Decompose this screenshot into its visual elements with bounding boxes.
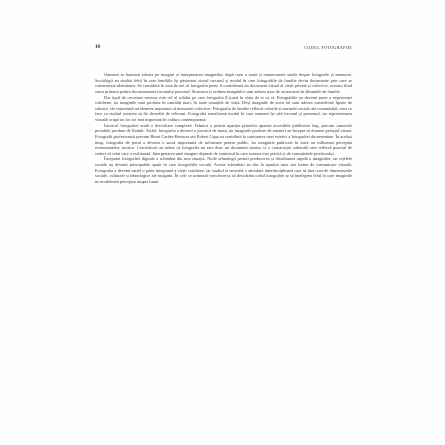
running-title: CODUL FOTOGRAFIEI: [304, 45, 352, 50]
body-text: [95, 72, 352, 388]
paragraph-4: Începutul fotografiei digitale a schimbat din nou situația. Noile tehnologii permit producerea și distribuirea rapidă a imaginilor, iar rețelele sociale au devenit principalele spații în care fotografiile circulă. Aceste schimbări au dus la apariția unor noi forme de comunicare vizuală. Fotografia a devenit astfel o parte integrantă a vieții cotidiene, iar studiul ei necesită o abordare interdisciplinară care să țină cont de dimensiunile sociale, culturale și tehnologice ale imaginii. În cele ce urmează vom încerca să descifrăm codul fotografiei și să înțelegem felul în care imaginile ne modelează percepția asupra lumii.: [95, 156, 352, 184]
page-number: 10: [95, 45, 100, 50]
paragraph-1: Oamenii se bazează adesea pe imagini și interpretarea imaginilor, după cum o arată și numeroasele studii despre fotografie și memorie. Sociologii au studiat felul în care familiile își păstrează vizual trecutul și modul în care fotografiile de familie devin documente prin care se construiește identitatea. Se consideră în ziua de azi că fotografia poate fi considerată un document vizual al vieții private și colective, aceasta fiind sursa primară pentru documentarea trecutului personal. Structura și ordinea imaginilor sunt adesea ușor de recunoscut în albumele de familie.: [95, 72, 352, 94]
paragraph-2: Dar tipul de cercetare necesar este cel al rolului pe care fotografia îl joacă în viața de zi cu zi. Fotografiile au devenit parte a experienței cotidiene, iar imaginile sunt produse în cantități mari, în toate situațiile de viață. Deși imaginile de acest fel sunt adesea considerate lipsite de valoare, ele reprezintă un element important al memoriei colective. Fotografia de familie reflectă valorile și normele sociale ale comunității, ceea ce face ca studiul acesteia să fie deosebit de relevant. Fotografia transformă modul în care oamenii își văd trecutul și prezentul, iar reprezentarea vizuală ocupă un loc tot mai important în cultura contemporană.: [95, 94, 352, 122]
page-header: [95, 45, 352, 55]
paragraph-3: Istoricul fotografiei arată o dezvoltare complexă. Tehnica a permis apariția primelor aparate accesibile publicului larg, precum camerele portabile produse de Kodak. Astfel, fotografia a devenit o practică de masă, iar imaginile produse de amatori au început să domine peisajul vizual. Fotografii profesioniști precum Henri Cartier-Bresson sau Robert Capa au contribuit la conturarea unei estetici a fotografiei documentare. În același timp, fotografia de presă a devenit o sursă importantă de informare pentru public, iar imaginile publicate în ziare au influențat percepția evenimentelor istorice. Cercetătorii au arătat că fotografia nu este doar un document neutru, ci o construcție culturală care reflectă punctul de vedere al celui care o realizează. Interpretarea unei imagini depinde de contextul în care aceasta este privită și de cunoștințele privitorului.: [95, 122, 352, 156]
